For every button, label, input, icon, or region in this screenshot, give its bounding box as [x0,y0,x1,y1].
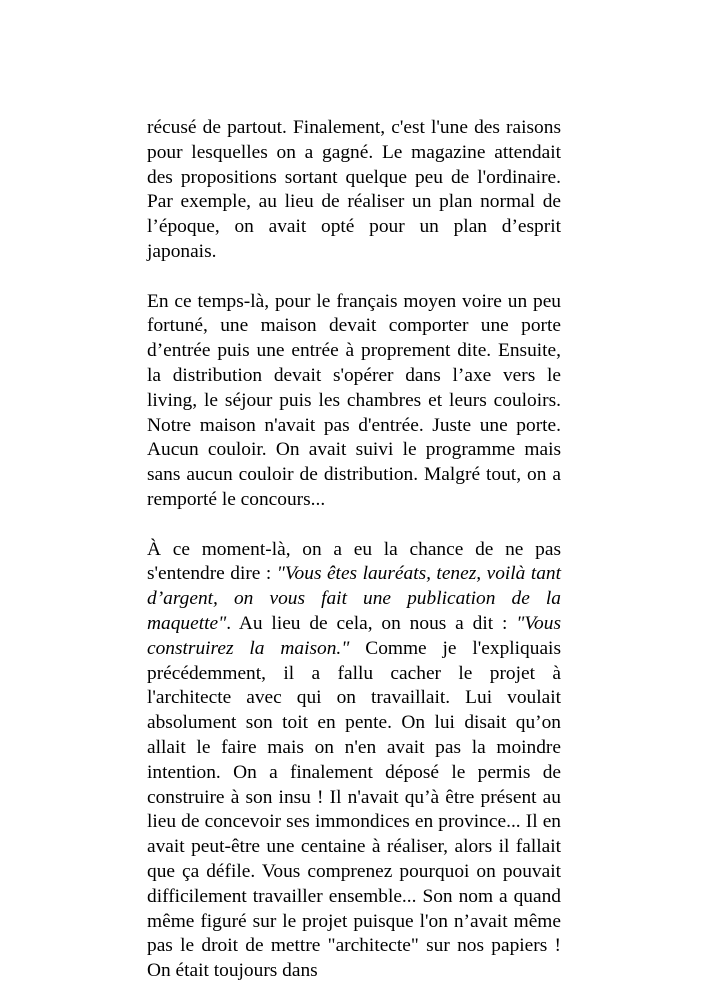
paragraph-3-text-c: Comme je l'expliquais précédemment, il a fallu cacher le projet à l'architecte avec qui on travaillait. Lui voulait absolument son toit en pente. On lui disait qu’on allait le faire mais on n'en avait pas la moindre intention. On a finalement déposé le permis de construire à son insu ! Il n'avait qu’à être présent au lieu de concevoir ses immondices en province... Il en avait peut-être une centaine à réaliser, alors il fallait que ça défile. Vous comprenez pourquoi on pouvait difficilement travailler ensemble... Son nom a quand même figuré sur le projet puisque l'on n’avait même pas le droit de mettre "architecte" sur nos papiers ! On était toujours dans [147,637,561,982]
paragraph-3 [147,538,561,984]
document-page [147,116,561,984]
paragraph-3-text-b: . Au lieu de cela, on nous a dit : [226,612,517,634]
paragraph-2 [147,290,561,513]
paragraph-1-text: récusé de partout. Finalement, c'est l'une des raisons pour lesquelles on a gagné. Le magazine attendait des propositions sortant quelque peu de l'ordinaire. Par exemple, au lieu de réaliser un plan normal de l’époque, on avait opté pour un plan d’esprit japonais. [147,117,561,262]
paragraph-3-text-a: À ce moment-là, on a eu la chance de ne pas s'entendre dire : [147,538,561,585]
paragraph-3-quote-construirez: "Vous construirez la maison." [147,612,561,659]
paragraph-1 [147,116,561,265]
paragraph-3-quote-laureats: "Vous êtes lauréats, tenez, voilà tant d’argent, on vous fait une publication de la maquette" [147,563,561,634]
paragraph-2-text: En ce temps-là, pour le français moyen voire un peu fortuné, une maison devait comporter une porte d’entrée puis une entrée à proprement dite. Ensuite, la distribution devait s'opérer dans l’axe vers le living, le séjour puis les chambres et leurs couloirs. Notre maison n'avait pas d'entrée. Juste une porte. Aucun couloir. On avait suivi le programme mais sans aucun couloir de distribution. Malgré tout, on a remporté le concours... [147,290,561,510]
